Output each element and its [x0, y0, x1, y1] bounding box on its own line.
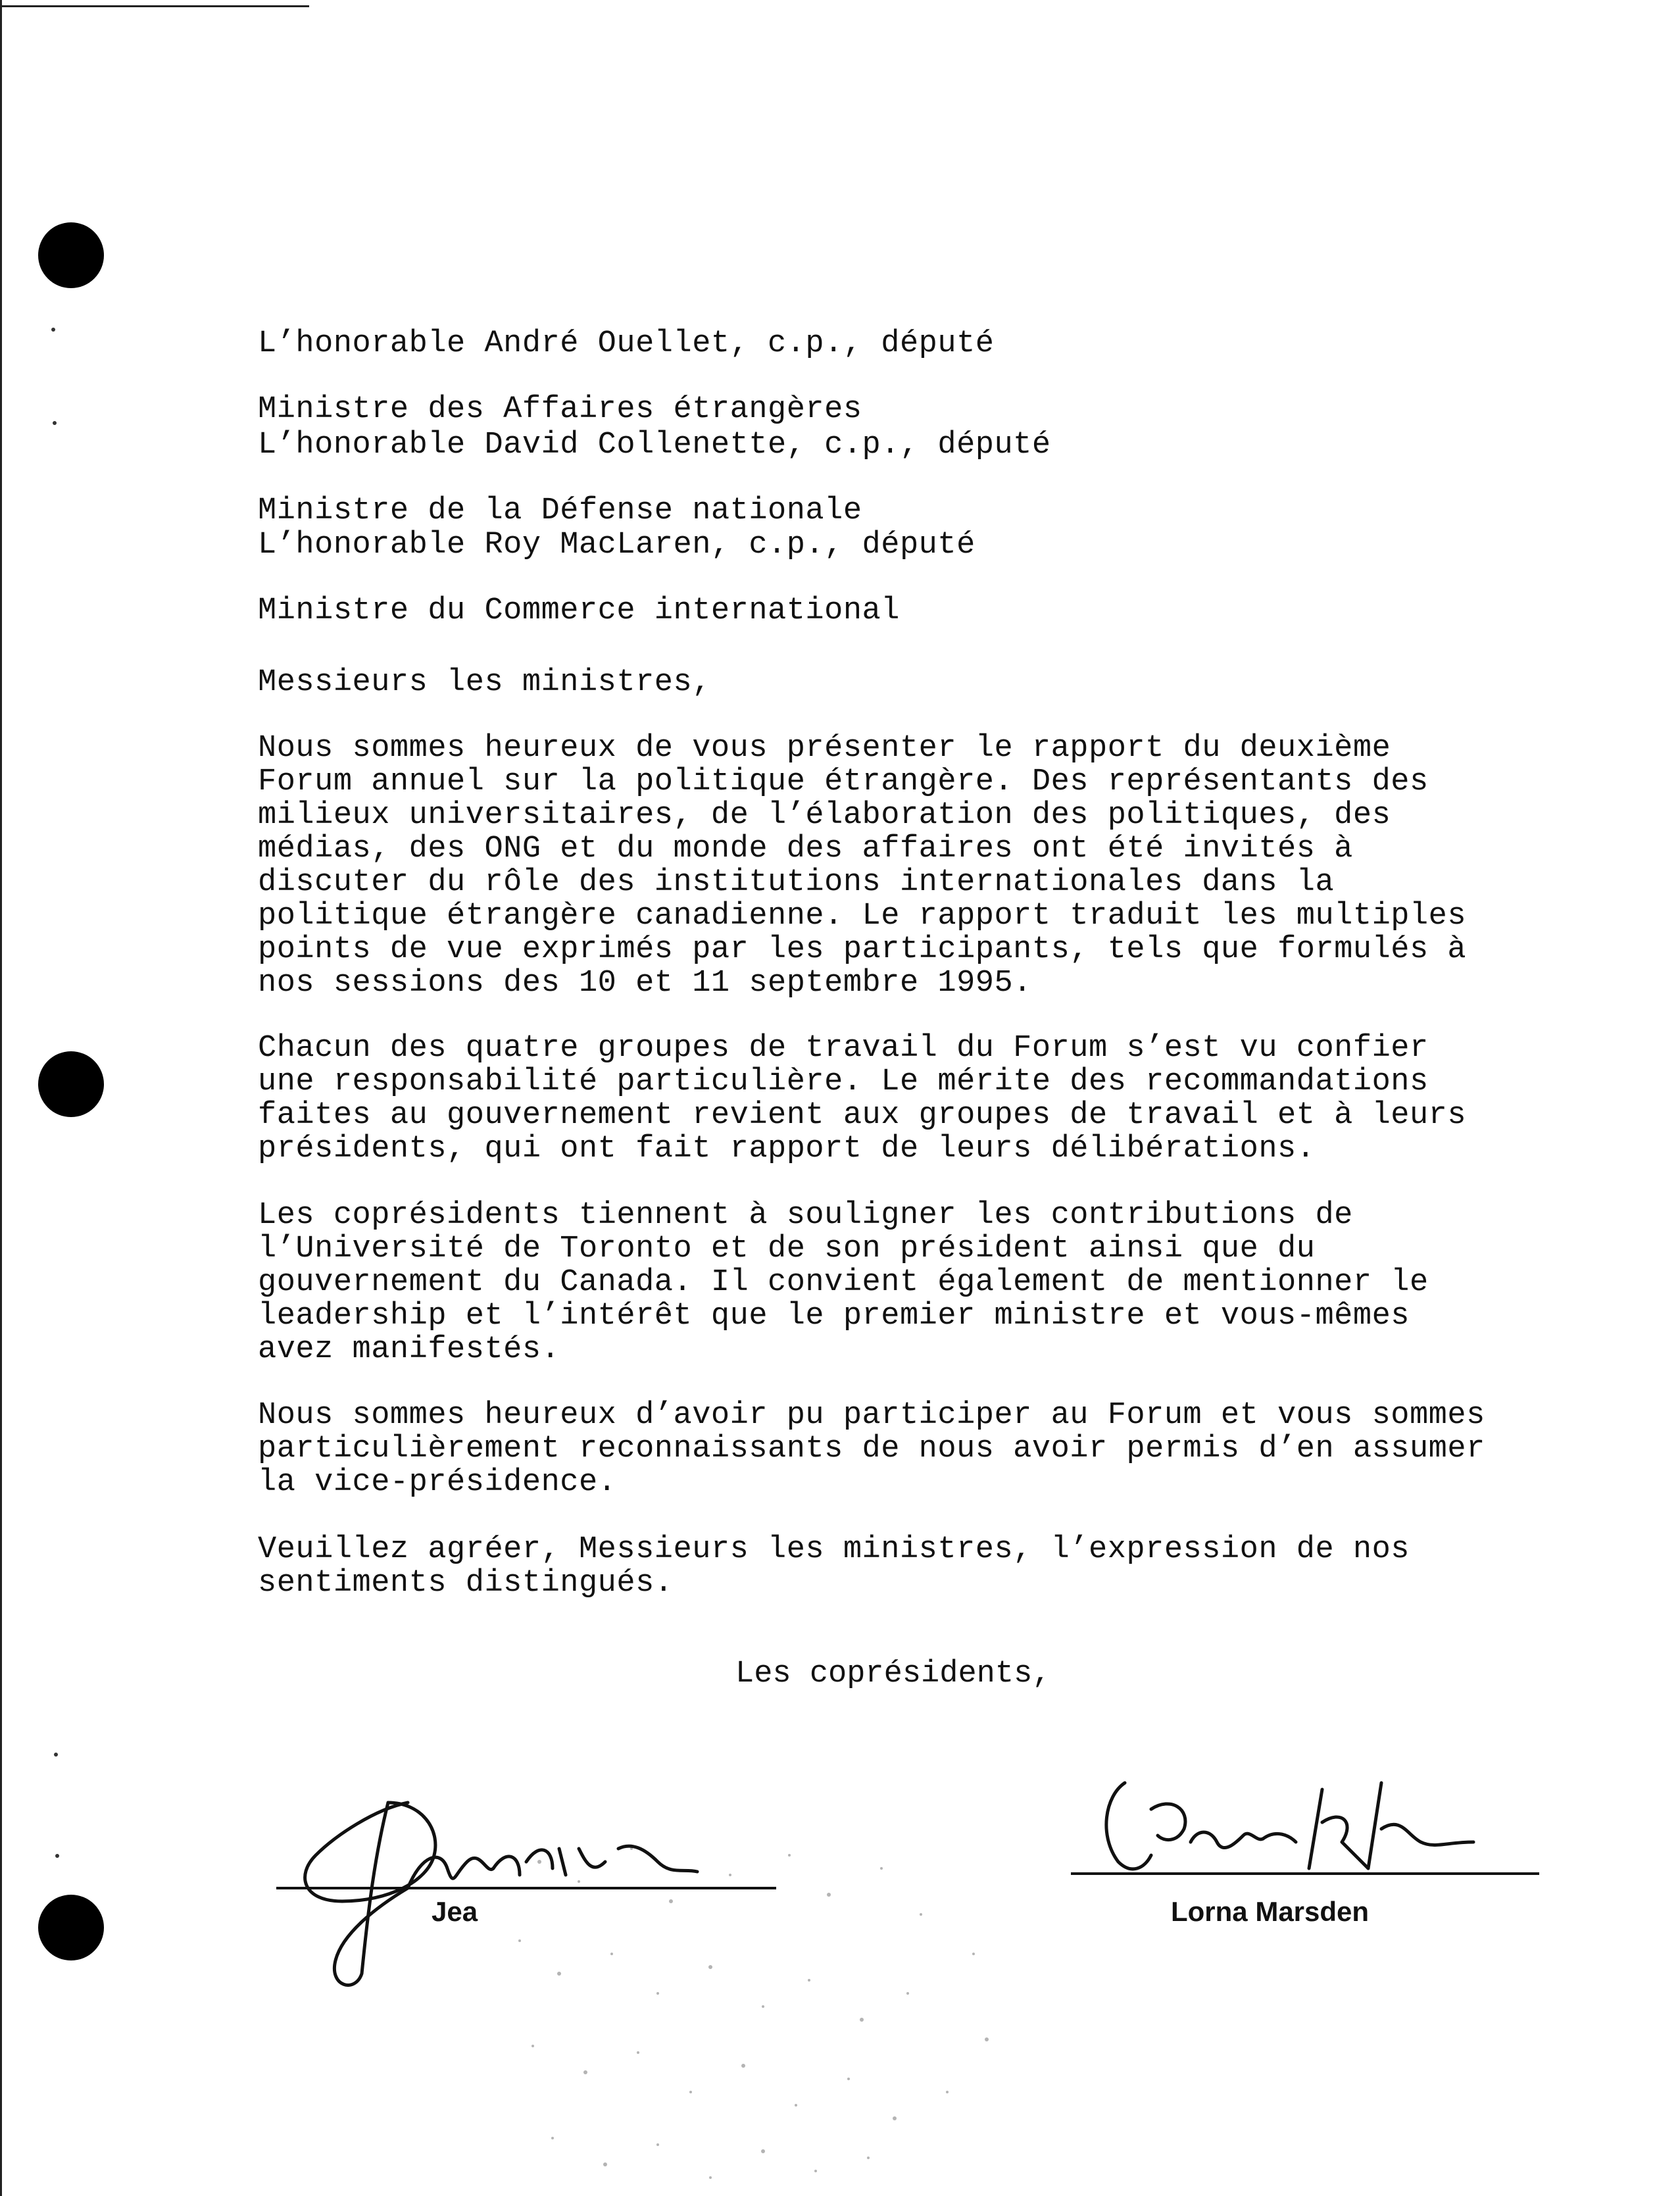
body-paragraph-2: Chacun des quatre groupes de travail du Forum s’est vu confier une responsabilité particulière. Le mérite des recommandations faites au gouvernement revient aux groupes de travail et à leurs présidents, qui ont fait rapport de leurs délibérations.	[258, 1031, 1467, 1166]
recipient-title: Ministre de la Défense nationale	[258, 493, 862, 528]
recipient-name: L’honorable David Collenette, c.p., député	[258, 428, 1051, 462]
punch-hole-middle	[38, 1051, 104, 1117]
stray-mark	[55, 1854, 59, 1858]
recipient-name: L’honorable Roy MacLaren, c.p., député	[258, 528, 976, 562]
signatory-name-right: Lorna Marsden	[1171, 1896, 1370, 1927]
signature-right-scribble	[1079, 1770, 1552, 1901]
recipient-block-3	[258, 493, 1573, 661]
punch-hole-top	[38, 222, 104, 288]
signatory-name-left: Jea	[432, 1896, 478, 1927]
punch-hole-bottom	[38, 1895, 104, 1960]
scan-border-left	[0, 0, 2, 2196]
stray-mark	[54, 1753, 58, 1757]
body-paragraph-5: Veuillez agréer, Messieurs les ministres, l’expression de nos sentiments distingués.	[258, 1532, 1410, 1601]
recipient-name: L’honorable André Ouellet, c.p., député	[258, 326, 995, 361]
body-paragraph-4: Nous sommes heureux d’avoir pu participer au Forum et vous sommes particulièrement reconnaissants de nous avoir permis d’en assumer la vice-présidence.	[258, 1398, 1485, 1500]
recipient-title: Ministre des Affaires étrangères	[258, 392, 862, 427]
recipient-title: Ministre du Commerce international	[258, 593, 900, 628]
salutation: Messieurs les ministres,	[258, 665, 711, 700]
body-paragraph-1: Nous sommes heureux de vous présenter le rapport du deuxième Forum annuel sur la politique étrangère. Des représentants des milieux universitaires, de l’élaboration des politiques, des médias, des ONG et du monde des affaires ont été invités à discuter du rôle des institutions internationales dans la politique étrangère canadienne. Le rapport traduit les multiples points de vue exprimés par les participants, tels que formulés à nos sessions des 10 et 11 septembre 1995.	[258, 731, 1467, 1001]
signature-left-scribble	[276, 1776, 789, 1987]
stray-mark	[53, 421, 57, 425]
closing-line: Les coprésidents,	[735, 1657, 1051, 1691]
body-paragraph-3: Les coprésidents tiennent à souligner les contributions de l’Université de Toronto et de son président ainsi que du gouvernement du Canada. Il convient également de mentionner le leadership et l’intérêt que le premier ministre et vous-mêmes avez manifestés.	[258, 1198, 1429, 1367]
stray-mark	[51, 328, 55, 332]
scan-border-top	[0, 0, 309, 7]
